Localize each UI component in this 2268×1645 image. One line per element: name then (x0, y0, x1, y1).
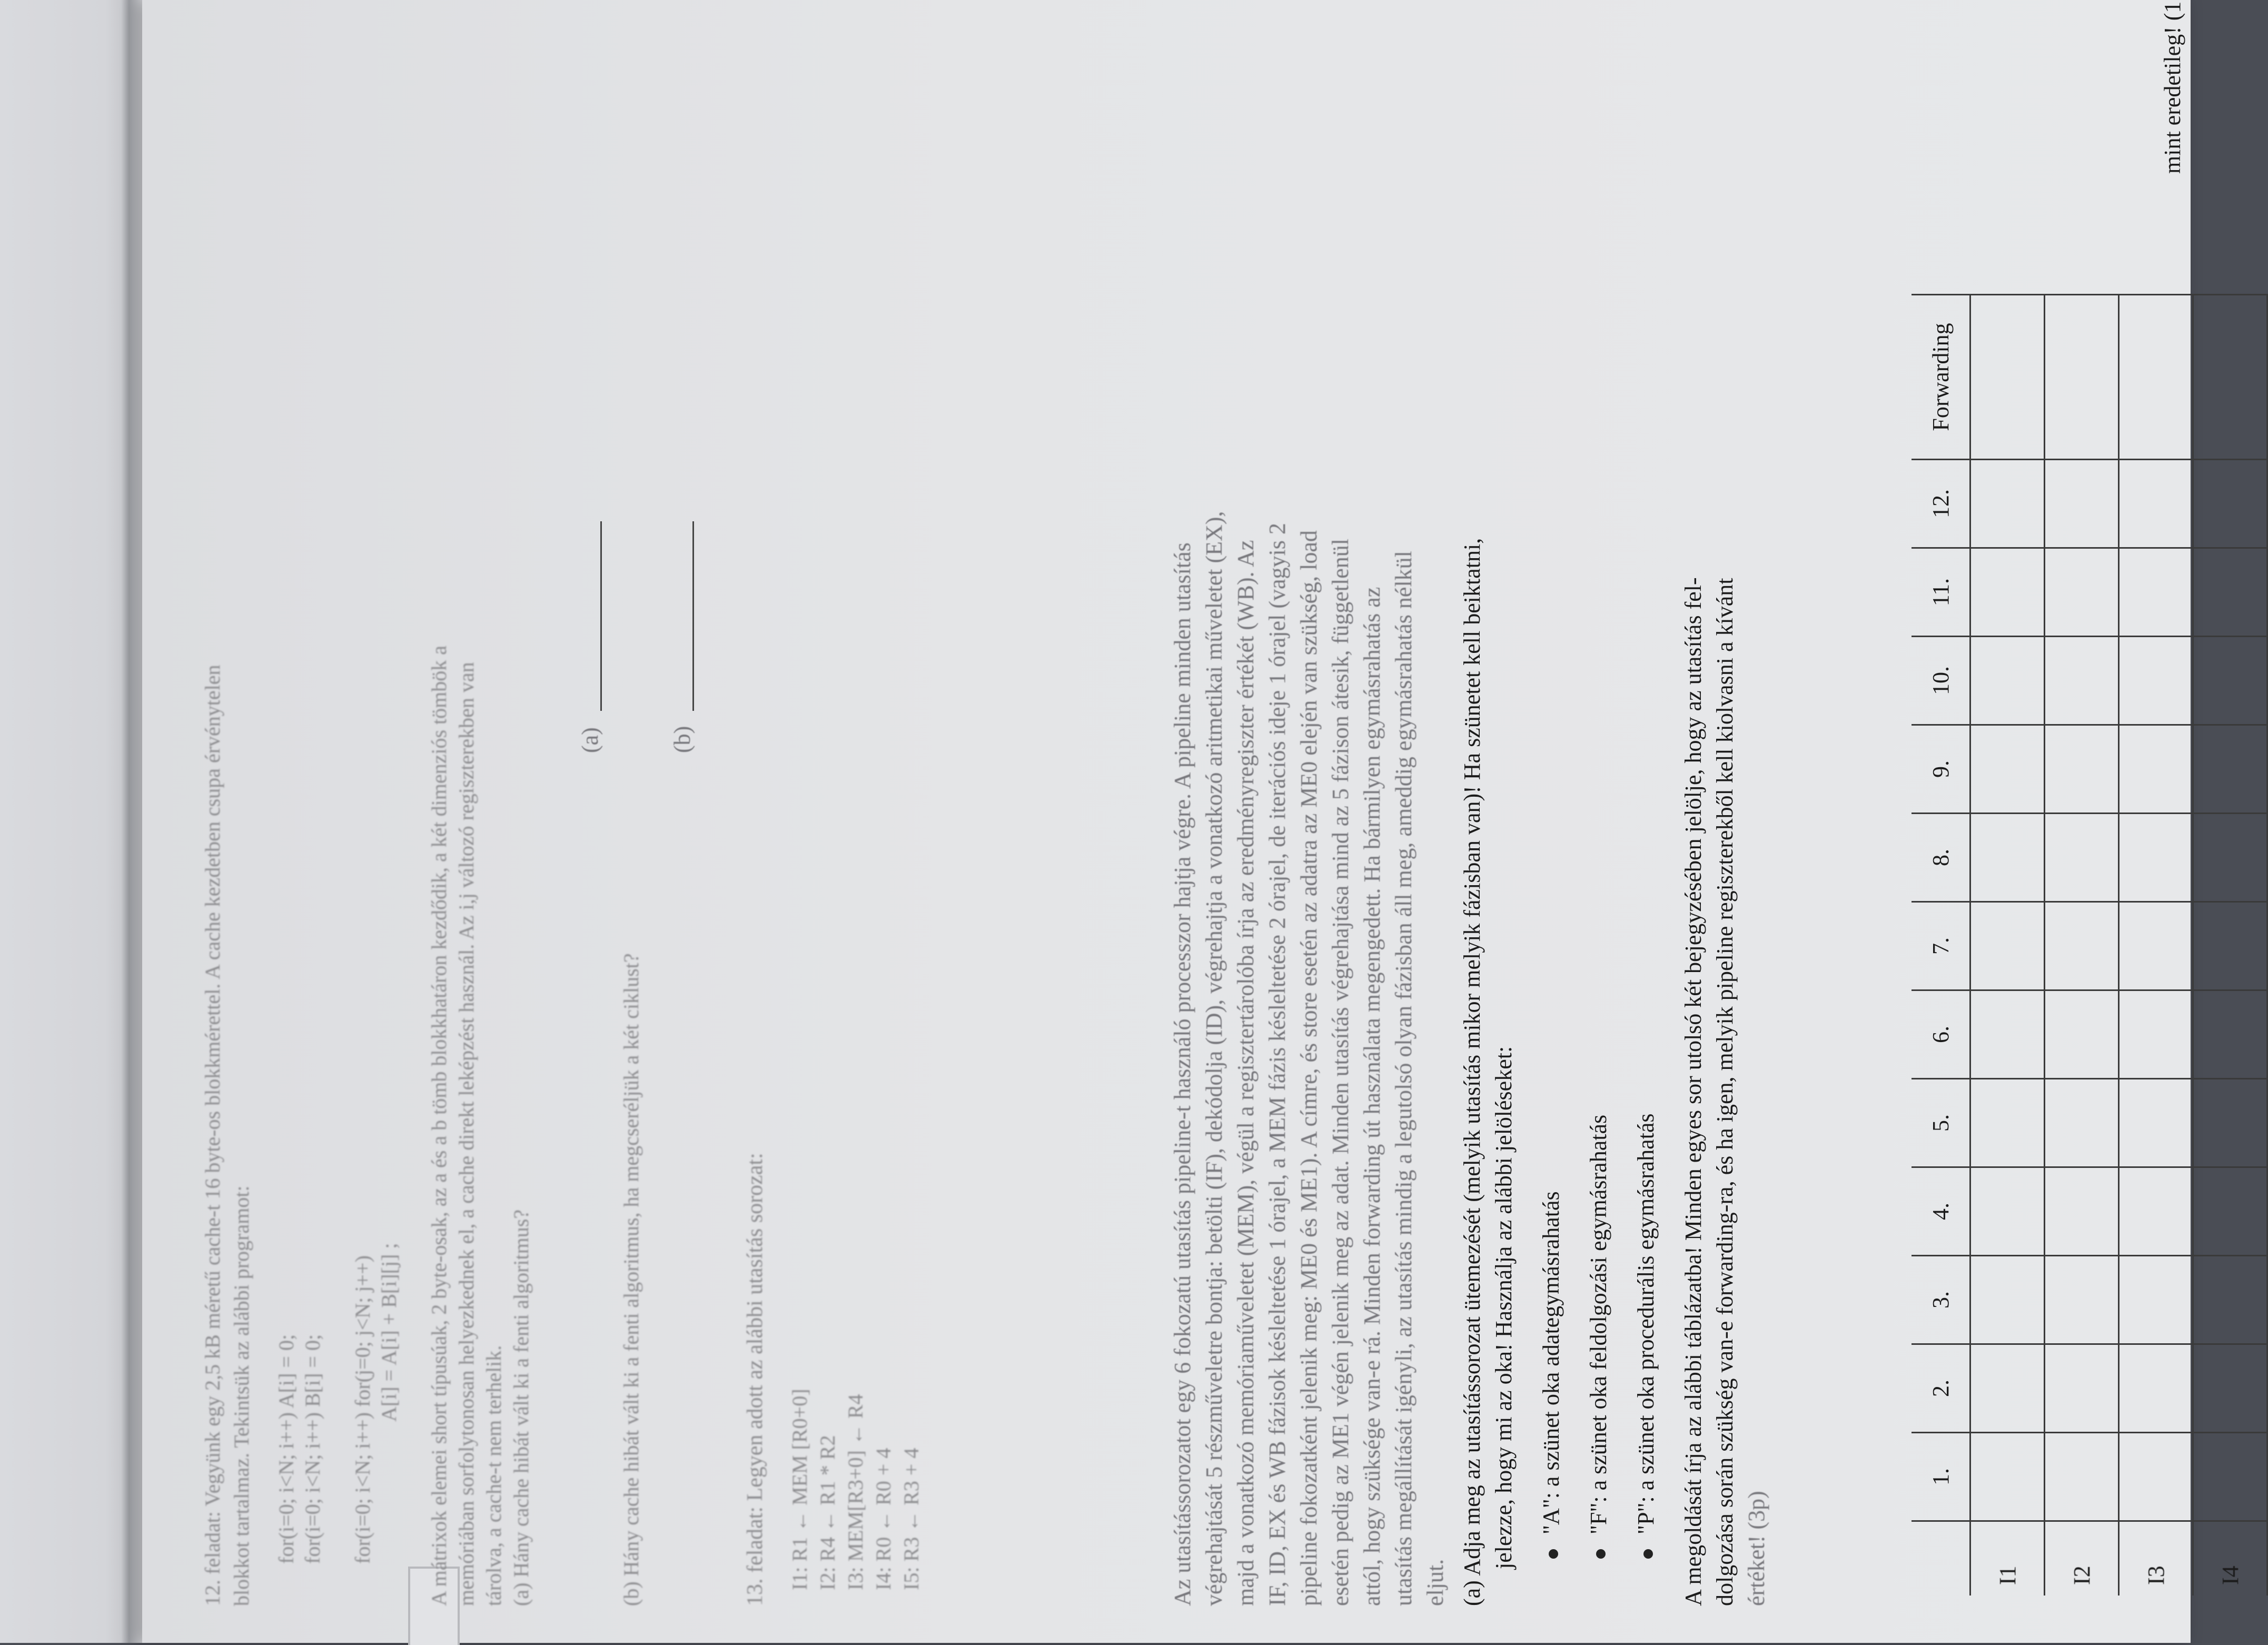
table-cell[interactable] (2119, 814, 2193, 902)
bullet-a: "A": a szünet oka adategymásrahatás (1538, 1191, 1564, 1559)
table-cell[interactable] (2045, 637, 2119, 725)
table-cell[interactable] (2193, 1433, 2267, 1521)
paragraph-line-4: IF, ID, EX és WB fázisok késleltetése 1 órajel, a MEM fázis késleltetése 2 órajel, de iterációs ideje 1 órajel (vagyis 2 (1264, 523, 1290, 1606)
table-cell[interactable] (2119, 990, 2193, 1079)
table-cell[interactable] (2119, 1433, 2193, 1521)
bullet-f: "F": a szünet oka feldolgozási egymásrahatás (1585, 1115, 1612, 1559)
cycle-header: 5. (1912, 1079, 1970, 1167)
paragraph-line-2: végrehajtását 5 részműveletre bontja: betölti (IF), dekódolja (ID), végrehajtja a vonatkozó aritmetikai műveletet (EX), (1201, 511, 1227, 1606)
pipeline-schedule-table (1912, 294, 2268, 1596)
table-cell[interactable] (1970, 460, 2045, 548)
table-cell[interactable] (1970, 814, 2045, 902)
task12-line-2: blokkot tartalmaz. Tekintsük az alábbi programot: (230, 1185, 253, 1606)
table-cell[interactable] (2193, 725, 2267, 814)
question-12b: (b) Hány cache hibát vált ki a fenti algoritmus, ha megcseréljük a két ciklust? (619, 953, 643, 1606)
answer-a-label: (a) (577, 727, 603, 753)
cycle-header: 9. (1912, 725, 1970, 814)
table-cell[interactable] (1970, 725, 2045, 814)
table-row (2045, 295, 2119, 1596)
table-cell[interactable] (2045, 548, 2119, 637)
paragraph-line-3: majd a vonatkozó memóriaműveletet (MEM), végül a regisztertárolóba írja az eredményregiszter értékét (WB). Az (1233, 540, 1259, 1606)
table-cell[interactable] (1970, 990, 2045, 1079)
question-13a-line-2: jelezze, hogy mi az oka! Használja az alábbi jelöléseket: (1491, 1046, 1517, 1569)
table-cell[interactable] (2193, 1344, 2267, 1433)
paragraph-line-7: attól, hogy szüksége van-e rá. Minden forwarding út használata megengedett. Ha bármilyen egymásrahatás az (1359, 587, 1385, 1606)
table-cell[interactable] (2045, 460, 2119, 548)
table-cell[interactable] (2119, 902, 2193, 990)
paragraph-line-6: esetén pedig az ME1 végén jelenik meg az adat. Minden utasítás végrehajtása mind az 5 fázison átesik, függetlenül (1328, 539, 1353, 1606)
final-text-line-1: A megoldását írja az alábbi táblázatba! Minden egyes sor utolsó két bejegyzésében jelölje, hogy az utasítás fel- (1680, 577, 1706, 1606)
table-cell[interactable] (2193, 637, 2267, 725)
answer-b-line[interactable] (692, 521, 694, 711)
table-cell[interactable] (1970, 1167, 2045, 1256)
instruction-2: I2: R4 ← R1 * R2 (816, 1435, 839, 1590)
table-cell[interactable] (1970, 1256, 2045, 1344)
cycle-header: 3. (1912, 1256, 1970, 1344)
table-cell[interactable] (2045, 1167, 2119, 1256)
table-cell[interactable] (2119, 637, 2193, 725)
table-cell[interactable] (2119, 548, 2193, 637)
table-cell[interactable] (2119, 1256, 2193, 1344)
task13-heading: 13. feladat: Legyen adott az alábbi utasítás sorozat: (743, 1153, 767, 1606)
code-line-3: for(i=0; i<N; i++) for(j=0; j<N; j++) (351, 1255, 374, 1564)
task12-line-4: memóriában sorfolytonosan helyezkednek el, a cache direkt leképzést használ. Az i,j változó regiszterekben van (454, 662, 478, 1606)
table-cell[interactable] (1970, 1433, 2045, 1521)
row-label: I1 (1970, 1521, 2045, 1596)
answer-b-label: (b) (669, 726, 695, 753)
table-cell[interactable] (2193, 1167, 2267, 1256)
table-cell[interactable] (2193, 460, 2267, 548)
paragraph-line-9: eljut. (1422, 1559, 1448, 1606)
cycle-header: 10. (1912, 637, 1970, 725)
row-label: I3 (2119, 1521, 2193, 1596)
table-cell[interactable] (2119, 725, 2193, 814)
final-text-line-3: értéket! (3p) (1744, 1491, 1769, 1606)
cycle-header: 7. (1912, 902, 1970, 990)
cycle-header: 12. (1912, 460, 1970, 548)
bullet-p: "P": a szünet oka procedurális egymásrahatás (1632, 1113, 1659, 1559)
table-cell[interactable] (1970, 902, 2045, 990)
question-13a-line-1: (a) Adja meg az utasítássorozat ütemezését (melyik utasítás mikor melyik fázisban van)! Ha szünetet kell beiktatni, (1459, 538, 1485, 1606)
table-cell[interactable] (2193, 902, 2267, 990)
table-cell[interactable] (2045, 1344, 2119, 1433)
table-cell[interactable] (2193, 814, 2267, 902)
bullet-icon (1549, 1549, 1558, 1559)
table-cell[interactable] (2045, 814, 2119, 902)
table-cell[interactable] (2193, 990, 2267, 1079)
table-cell[interactable] (2119, 1079, 2193, 1167)
instruction-3: I3: MEM[R3+0] ← R4 (844, 1394, 867, 1590)
paragraph-line-1: Az utasítássorozatot egy 6 fokozatú utasítás pipeline-t használó processzor hajtja végre. A pipeline minden utasítás (1170, 542, 1195, 1606)
table-row (2119, 295, 2193, 1596)
table-row (1970, 295, 2045, 1596)
corner-cell (1912, 1521, 1970, 1596)
table-cell[interactable] (2193, 548, 2267, 637)
bullet-icon (1596, 1549, 1606, 1559)
row-label: I2 (2045, 1521, 2119, 1596)
code-line-2: for(i=0; i<N; i++) B[i] = 0; (301, 1334, 324, 1564)
table-cell[interactable] (2193, 1256, 2267, 1344)
forwarding-cell[interactable] (2193, 295, 2267, 460)
table-cell[interactable] (2119, 460, 2193, 548)
cycle-header: 1. (1912, 1433, 1970, 1521)
bullet-icon (1643, 1549, 1653, 1559)
table-header-row (1912, 295, 1970, 1596)
instruction-4: I4: R0 ← R0 + 4 (871, 1448, 895, 1590)
table-cell[interactable] (2045, 990, 2119, 1079)
table-cell[interactable] (2045, 1433, 2119, 1521)
forwarding-cell[interactable] (2045, 295, 2119, 460)
question-12a: (a) Hány cache hibát vált ki a fenti algoritmus? (509, 1209, 533, 1606)
task12-line-3: A mátrixok elemei short típusúak, 2 byte-osak, az a és a b tömb blokkhatáron kezdődik, a két dimenziós tömbök a (427, 645, 451, 1606)
row-label: I4 (2193, 1521, 2267, 1596)
cycle-header: 4. (1912, 1167, 1970, 1256)
cycle-header: 6. (1912, 990, 1970, 1079)
table-cell[interactable] (1970, 1079, 2045, 1167)
code-line-1: for(i=0; i<N; i++) A[i] = 0; (274, 1334, 298, 1564)
table-cell[interactable] (2045, 725, 2119, 814)
forwarding-header: Forwarding (1912, 295, 1970, 460)
exam-page (142, 0, 2243, 1643)
task12-line-5: tárolva, a cache-t nem terhelik. (482, 1345, 506, 1606)
footer-cut-text: mint eredetileg! (1 (2160, 1, 2185, 174)
instruction-1: I1: R1 ← MEM [R0+0] (788, 1389, 811, 1590)
table-cell[interactable] (2119, 1167, 2193, 1256)
table-cell[interactable] (1970, 1344, 2045, 1433)
table-cell[interactable] (2045, 1079, 2119, 1167)
cycle-header: 11. (1912, 548, 1970, 637)
cycle-header: 2. (1912, 1344, 1970, 1433)
table-cell[interactable] (1970, 637, 2045, 725)
code-line-4: A[i] = A[i] + B[i][j] ; (377, 1243, 401, 1422)
answer-a-line[interactable] (600, 521, 602, 711)
paragraph-line-5: pipeline fokozatként jelenik meg: ME0 és ME1). A címre, és store esetén az adatra az ME0 elején van szükség, load (1296, 530, 1322, 1606)
task12-line-1: 12. feladat: Vegyünk egy 2,5 kB méretű cache-t 16 byte-os blokkmérettel. A cache kezdetben csupa érvénytelen (201, 665, 224, 1606)
table-cell[interactable] (2045, 1256, 2119, 1344)
forwarding-cell[interactable] (2119, 295, 2193, 460)
final-text-line-2: dolgozása során szükség van-e forwarding-ra, és ha igen, melyik pipeline regiszterekből kell kiolvasni a kívánt (1712, 578, 1738, 1606)
table-cell[interactable] (2045, 902, 2119, 990)
table-cell[interactable] (1970, 548, 2045, 637)
paragraph-line-8: utasítás megállítását igényli, az utasítás mindig a legutolsó olyan fázisban áll meg, ameddig egymásrahatás nélkül (1391, 551, 1417, 1606)
instruction-5: I5: R3 ← R3 + 4 (899, 1448, 923, 1590)
table-cell[interactable] (2193, 1079, 2267, 1167)
forwarding-cell[interactable] (1970, 295, 2045, 460)
table-cell[interactable] (2119, 1344, 2193, 1433)
table-row (2193, 295, 2267, 1596)
cycle-header: 8. (1912, 814, 1970, 902)
